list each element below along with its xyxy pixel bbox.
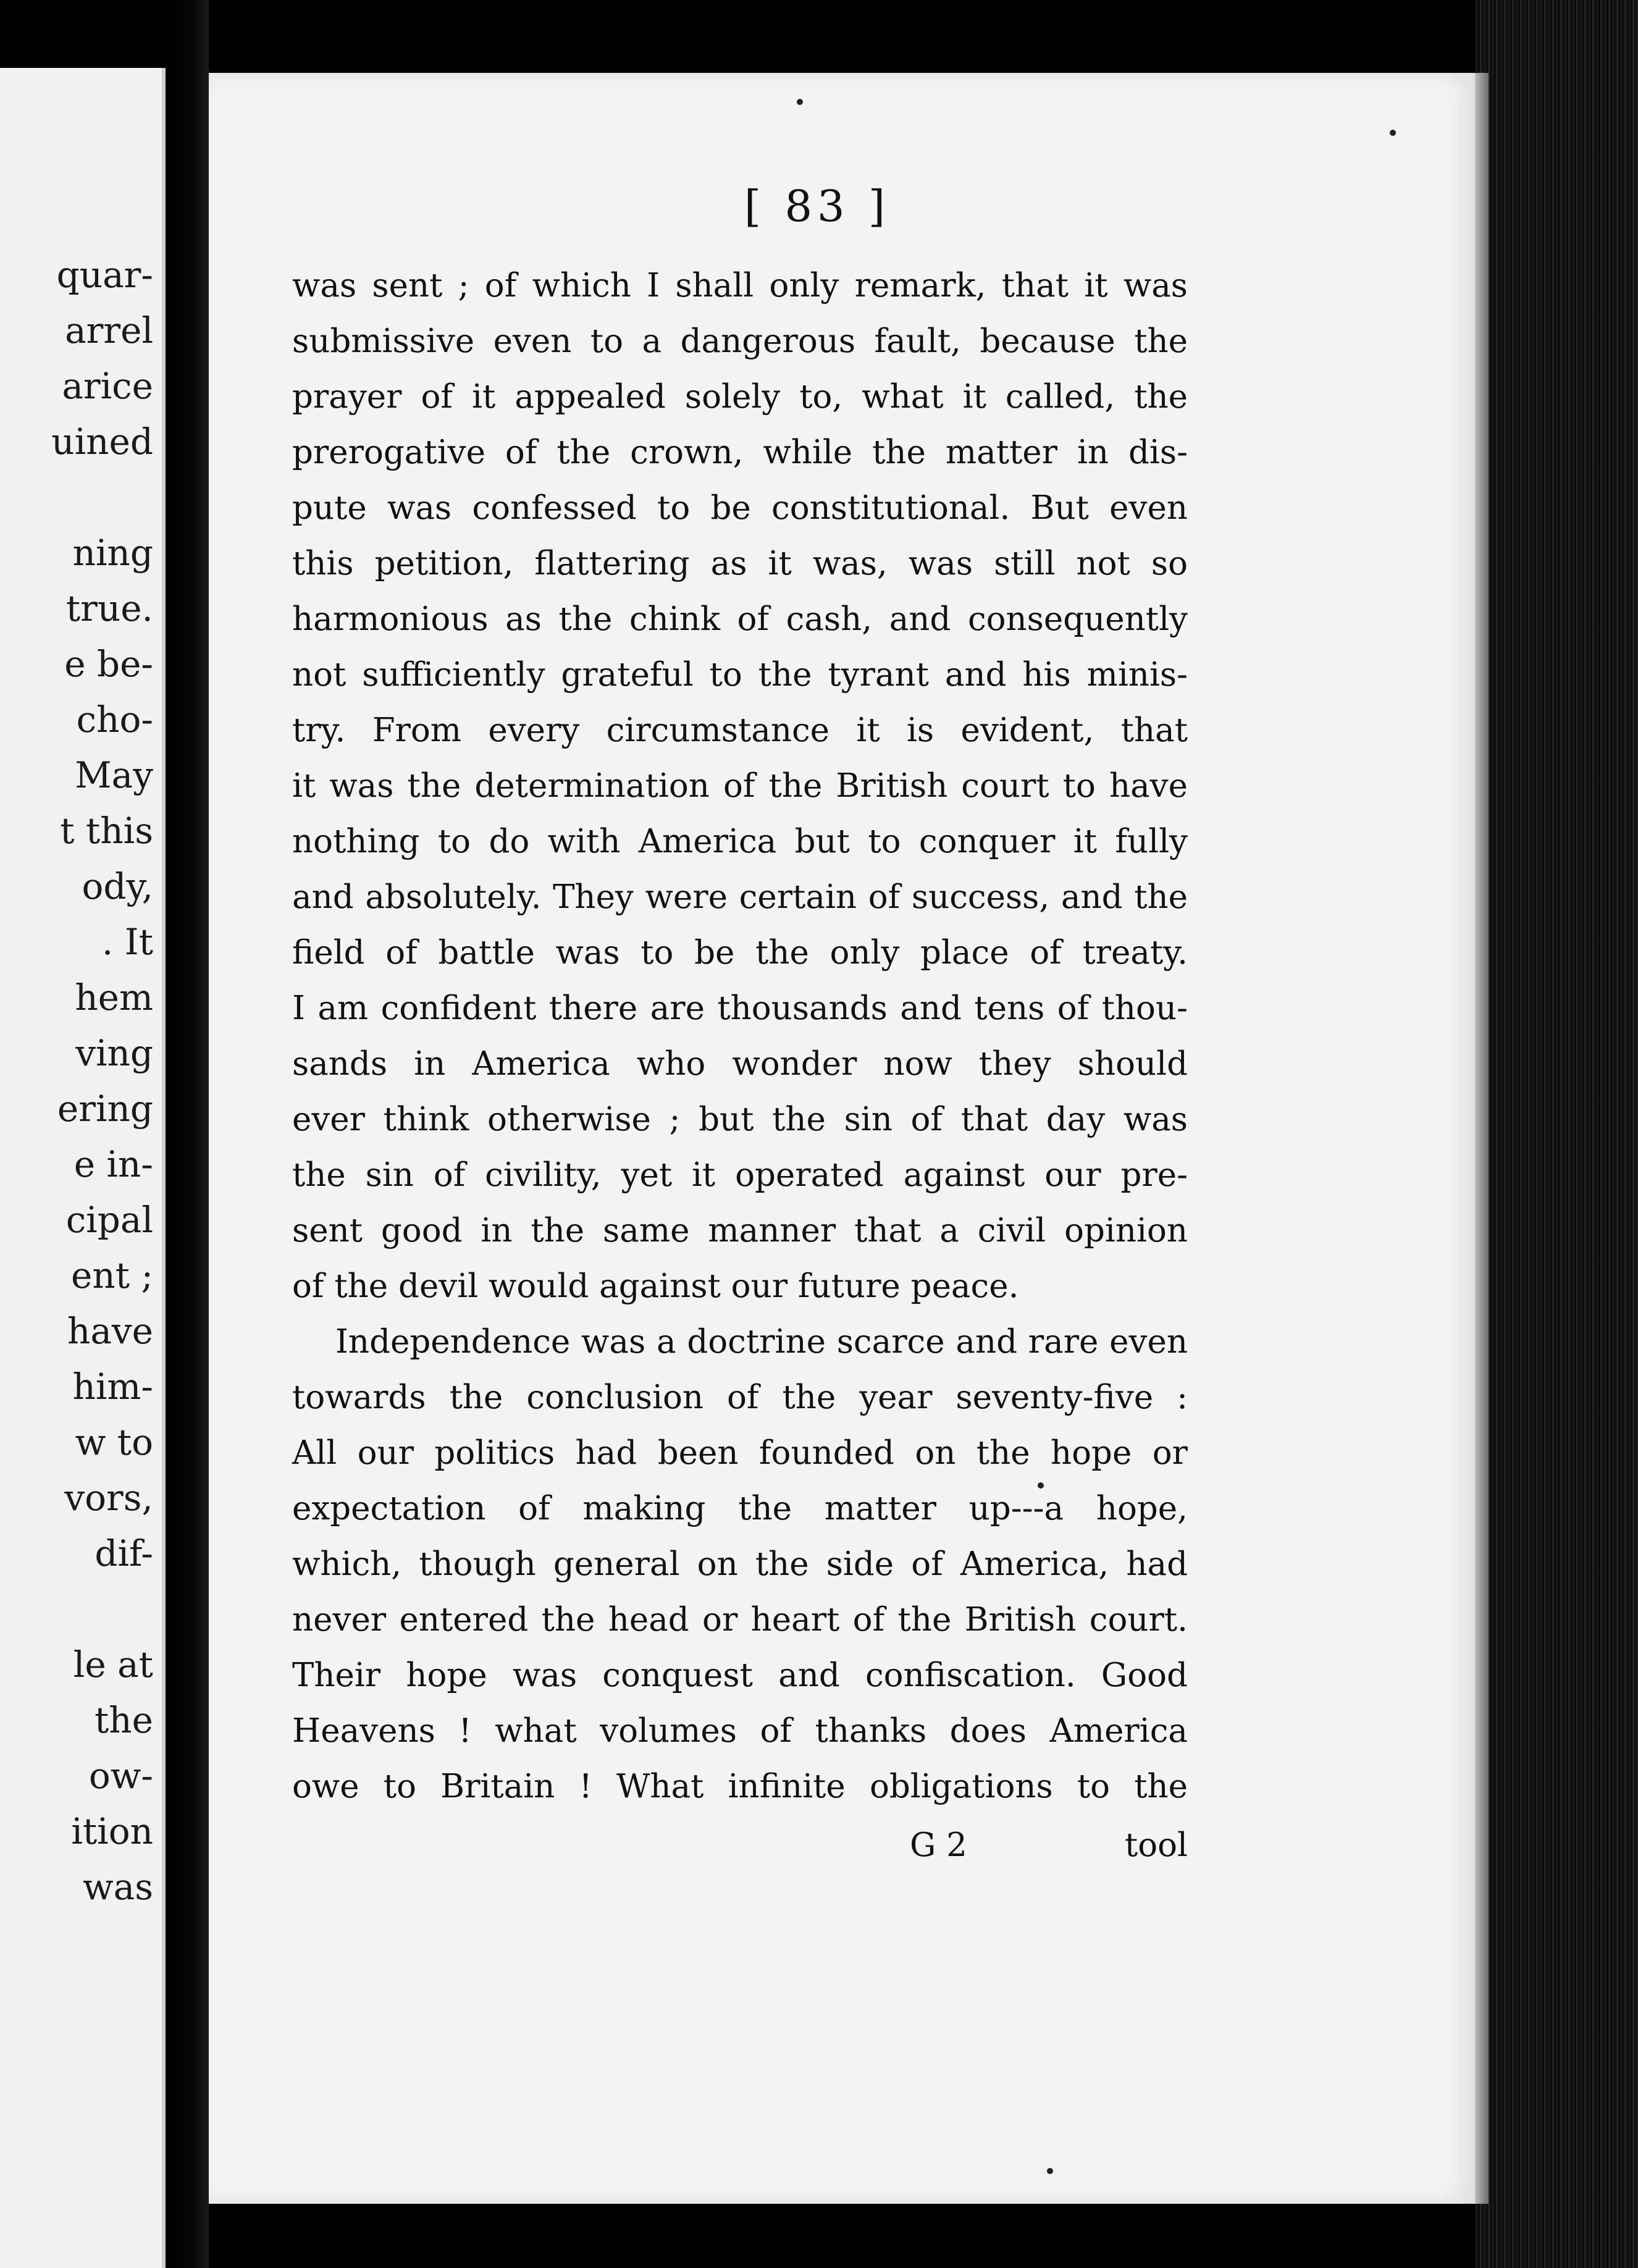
text-line: nothing to do with America but to conquer it fully <box>292 823 1188 860</box>
text-line: harmonious as the chink of cash, and consequently <box>292 600 1188 638</box>
left-page-text <box>0 247 153 1915</box>
left-line <box>0 1581 153 1637</box>
text-line: expectation of making the matter up---a hope, <box>292 1490 1188 1527</box>
text-line: owe to Britain ! What infinite obligations to the <box>292 1768 1188 1805</box>
left-line: t this <box>60 810 153 852</box>
left-line: uined <box>51 421 153 463</box>
ink-speck <box>797 99 803 105</box>
left-line: e in- <box>74 1143 153 1185</box>
text-line: submissive even to a dangerous fault, because the <box>292 322 1188 360</box>
left-line: le at <box>73 1644 153 1686</box>
text-line: not sufficiently grateful to the tyrant and his minis- <box>292 656 1188 694</box>
left-line <box>0 469 153 525</box>
signature-mark: G 2 <box>910 1826 967 1864</box>
text-line: never entered the head or heart of the British court. <box>292 1601 1188 1639</box>
text-line: Independence was a doctrine scarce and rare even <box>335 1323 1188 1361</box>
text-line: All our politics had been founded on the hope or <box>292 1434 1188 1472</box>
ink-speck <box>1390 130 1396 136</box>
body-text <box>292 258 1188 1815</box>
catchword: tool <box>1124 1826 1188 1864</box>
text-line: this petition, flattering as it was, was still not so <box>292 545 1188 582</box>
text-line: was sent ; of which I shall only remark, that it was <box>292 267 1188 304</box>
text-line: try. From every circumstance it is evident, that <box>292 712 1188 749</box>
left-line: . It <box>101 921 153 963</box>
left-line: ving <box>75 1032 153 1074</box>
left-line: ning <box>72 532 153 574</box>
text-line: Their hope was conquest and confiscation. Good <box>292 1657 1188 1694</box>
text-line: field of battle was to be the only place of treaty. <box>292 934 1188 972</box>
page-edge-strip <box>1475 73 1489 2204</box>
ink-speck <box>1038 1482 1044 1489</box>
left-line: ow- <box>88 1755 153 1797</box>
text-line: and absolutely. They were certain of success, and the <box>292 878 1188 916</box>
left-line: arrel <box>65 309 153 351</box>
text-line: sent good in the same manner that a civil opinion <box>292 1212 1188 1250</box>
left-line: dif- <box>94 1532 153 1574</box>
left-line: the <box>94 1699 153 1741</box>
text-line: ever think otherwise ; but the sin of that day was <box>292 1101 1188 1138</box>
left-line: hem <box>75 976 153 1018</box>
text-line: pute was confessed to be constitutional. But even <box>292 489 1188 527</box>
page-footer <box>292 1818 1188 1873</box>
left-line: have <box>67 1310 153 1352</box>
text-line: sands in America who wonder now they should <box>292 1045 1188 1083</box>
left-line: arice <box>62 365 153 407</box>
page-number: [ 83 ] <box>744 181 891 232</box>
text-line: the sin of civility, yet it operated against our pre- <box>292 1156 1188 1194</box>
text-line: prayer of it appealed solely to, what it called, the <box>292 378 1188 416</box>
left-line: May <box>75 754 153 796</box>
left-line: true. <box>65 587 153 629</box>
left-line: ition <box>71 1810 153 1852</box>
book-gutter <box>166 0 209 2268</box>
left-line: cipal <box>65 1199 153 1241</box>
text-line: of the devil would against our future peace. <box>292 1267 1019 1305</box>
text-line: I am confident there are thousands and tens of thou- <box>292 989 1188 1027</box>
text-line: which, though general on the side of America, had <box>292 1545 1188 1583</box>
text-line: Heavens ! what volumes of thanks does America <box>292 1712 1188 1750</box>
text-line: it was the determination of the British court to have <box>292 767 1188 805</box>
left-line: w to <box>75 1421 153 1463</box>
book-fore-edge <box>1475 0 1638 2268</box>
left-line: him- <box>72 1366 153 1408</box>
left-line: was <box>83 1866 153 1908</box>
text-line: prerogative of the crown, while the matter in dis- <box>292 434 1188 471</box>
left-line: e be- <box>64 643 153 685</box>
left-facing-page <box>0 68 166 2268</box>
left-line: cho- <box>76 699 153 741</box>
left-line: ent ; <box>71 1254 153 1296</box>
left-line: quar- <box>56 254 153 296</box>
left-line: ody, <box>82 865 153 907</box>
left-line: ering <box>57 1088 153 1130</box>
main-page <box>209 73 1475 2204</box>
ink-speck <box>1047 2168 1053 2174</box>
text-line: towards the conclusion of the year seventy-five : <box>292 1379 1188 1416</box>
left-line: vors, <box>64 1477 153 1519</box>
